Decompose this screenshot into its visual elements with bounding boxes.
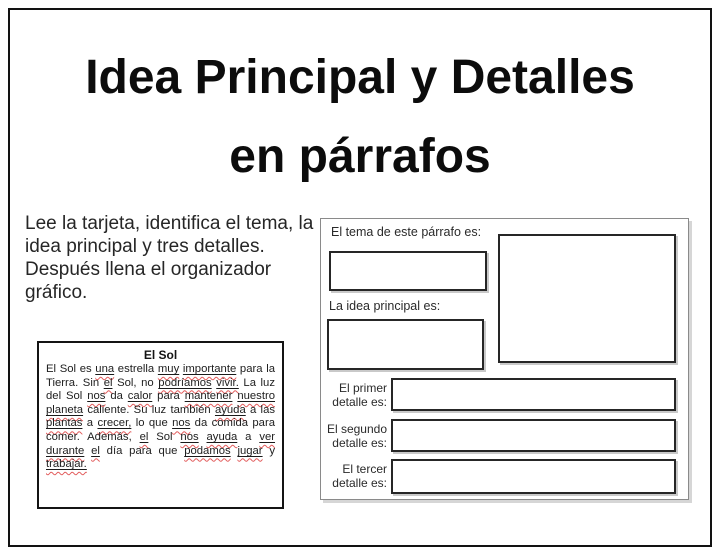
underlined-word: trabajar. (46, 458, 87, 471)
main-idea-answer-box[interactable] (327, 319, 484, 370)
underlined-word: el (103, 376, 113, 389)
second-detail-answer-box[interactable] (391, 419, 676, 452)
first-detail-label-line-2: detalle es: (332, 394, 387, 409)
underlined-word: podamos (184, 444, 231, 457)
underlined-word: nos (180, 430, 199, 443)
underlined-word: ayuda (214, 403, 246, 416)
underlined-word: jugar (237, 444, 263, 457)
topic-answer-box[interactable] (329, 251, 487, 291)
third-detail-label (321, 463, 387, 490)
graphic-organizer (320, 218, 689, 500)
underlined-word: calor (127, 390, 153, 403)
underlined-word: crecer, (97, 417, 132, 430)
underlined-word: nos (172, 417, 191, 430)
reading-card (37, 341, 284, 509)
card-paragraph: El Sol es una estrella muy importante para la Tierra. Sin el Sol, no podríamos vivir. La luz del Sol nos da calor para mantener nuestro planeta caliente. Su luz también ayuda a las plantas a crecer, lo que nos da comida para comer. Además, el Sol nos ayuda a ver durante el día para que podamos jugar y trabajar. (46, 363, 276, 471)
first-detail-label (321, 382, 387, 409)
underlined-word: ver (259, 430, 276, 443)
second-detail-label-line-2: detalle es: (332, 435, 387, 450)
second-detail-label-line-1: El segundo (326, 422, 387, 436)
first-detail-label-line-1: El primer (338, 381, 387, 395)
underlined-word: nuestro (237, 390, 276, 403)
card-title: El Sol (143, 348, 178, 362)
underlined-word: planeta (46, 403, 84, 416)
underlined-word: mantener (184, 390, 233, 403)
underlined-word: el (139, 430, 149, 443)
underlined-word: el (91, 444, 100, 457)
third-detail-answer-box[interactable] (391, 459, 676, 494)
topic-label: El tema de este párrafo es: (331, 225, 482, 239)
third-detail-label-line-1: El tercer (342, 462, 387, 476)
underlined-word: ayuda (206, 430, 238, 443)
first-detail-answer-box[interactable] (391, 378, 676, 411)
underlined-word: durante (46, 444, 85, 457)
instructions-text: Lee la tarjeta, identifica el tema, la idea principal y tres detalles. Después llena el organizador gráfico. (25, 213, 314, 303)
page-title (0, 38, 720, 196)
underlined-word: muy (157, 363, 180, 375)
page-title-line-2: en párrafos (229, 130, 491, 183)
underlined-word: importante (182, 363, 237, 375)
underlined-word: plantas (46, 417, 83, 430)
picture-answer-box[interactable] (498, 234, 676, 363)
third-detail-label-line-2: detalle es: (332, 475, 387, 490)
underlined-word: podríamos (158, 376, 212, 389)
main-idea-label: La idea principal es: (329, 299, 441, 313)
underlined-word: vivir. (216, 376, 239, 389)
second-detail-label (321, 423, 387, 450)
underlined-word: nos (87, 390, 106, 403)
underlined-word: una (95, 363, 115, 375)
page-title-line-1: Idea Principal y Detalles (85, 51, 635, 104)
